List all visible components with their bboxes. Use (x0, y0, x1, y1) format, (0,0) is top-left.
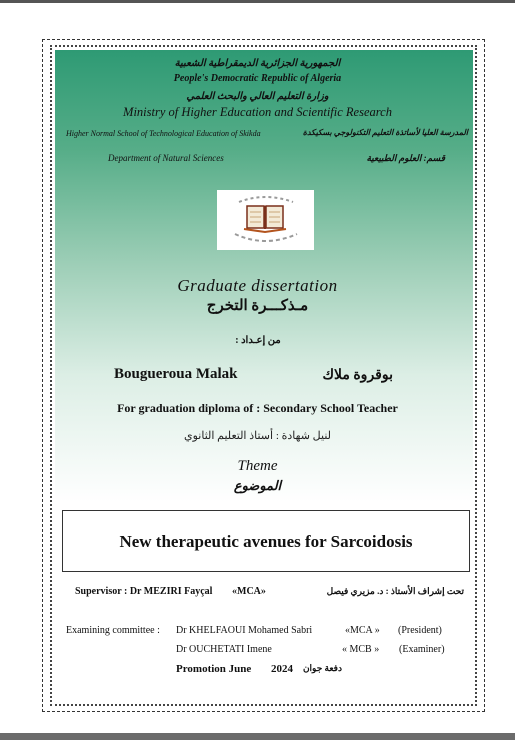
committee-member-rank: «MCA » (345, 625, 380, 636)
arabic-student-name: بوقروة ملاك (322, 368, 393, 383)
arabic-promotion-text: دفعة جوان (302, 663, 342, 673)
department-name: Department of Natural Sciences (108, 153, 224, 163)
committee-member-role: (Examiner) (399, 644, 445, 655)
arabic-theme-label: الموضوع (233, 478, 282, 493)
arabic-dissertation-title: مـذكـــرة التخرج (206, 298, 309, 314)
prepared-by-label: من إعـداد : (235, 335, 281, 346)
school-logo (217, 190, 314, 250)
promotion-text: Promotion June (176, 663, 252, 675)
committee-member-name: Dr KHELFAOUI Mohamed Sabri (176, 625, 313, 636)
arabic-school-name: المدرسة العليا لأساتذة التعليم التكنولوجي بسكيكدة (302, 128, 468, 137)
supervisor-text: Supervisor : Dr MEZIRI Fayçal (75, 586, 213, 597)
committee-label: Examining committee : (66, 625, 160, 636)
dissertation-title: Graduate dissertation (177, 276, 338, 295)
arabic-supervisor-text: تحت إشراف الأستاذ : د. مزيري فيصل (326, 586, 464, 596)
ministry-name: Ministry of Higher Education and Scientific Research (123, 105, 392, 119)
diploma-text: For graduation diploma of : Secondary School Teacher (117, 401, 398, 415)
promotion-year: 2024 (271, 663, 293, 675)
open-book-icon (217, 190, 314, 250)
school-name: Higher Normal School of Technological Education of Skikda (66, 129, 261, 138)
top-border-bar (0, 0, 515, 3)
arabic-department-name: قسم: العلوم الطبيعية (366, 153, 445, 163)
arabic-republic: الجمهورية الجزائرية الديمقراطية الشعبية (174, 58, 341, 69)
student-name: Bougueroua Malak (114, 366, 238, 382)
theme-title-box (62, 510, 470, 572)
supervisor-rank: «MCA» (232, 586, 266, 597)
committee-member-rank: « MCB » (342, 644, 380, 655)
theme-label: Theme (237, 458, 278, 474)
arabic-ministry: وزارة التعليم العالي والبحث العلمي (186, 91, 329, 102)
arabic-diploma-text: لنيل شهادة : أستاذ التعليم الثانوي (183, 430, 332, 442)
theme-title: New therapeutic avenues for Sarcoidosis (119, 532, 413, 551)
bottom-border-bar (0, 733, 515, 740)
committee-member-role: (President) (398, 625, 442, 636)
republic-name: People's Democratic Republic of Algeria (173, 73, 342, 84)
committee-member-name: Dr OUCHETATI Imene (176, 644, 272, 655)
